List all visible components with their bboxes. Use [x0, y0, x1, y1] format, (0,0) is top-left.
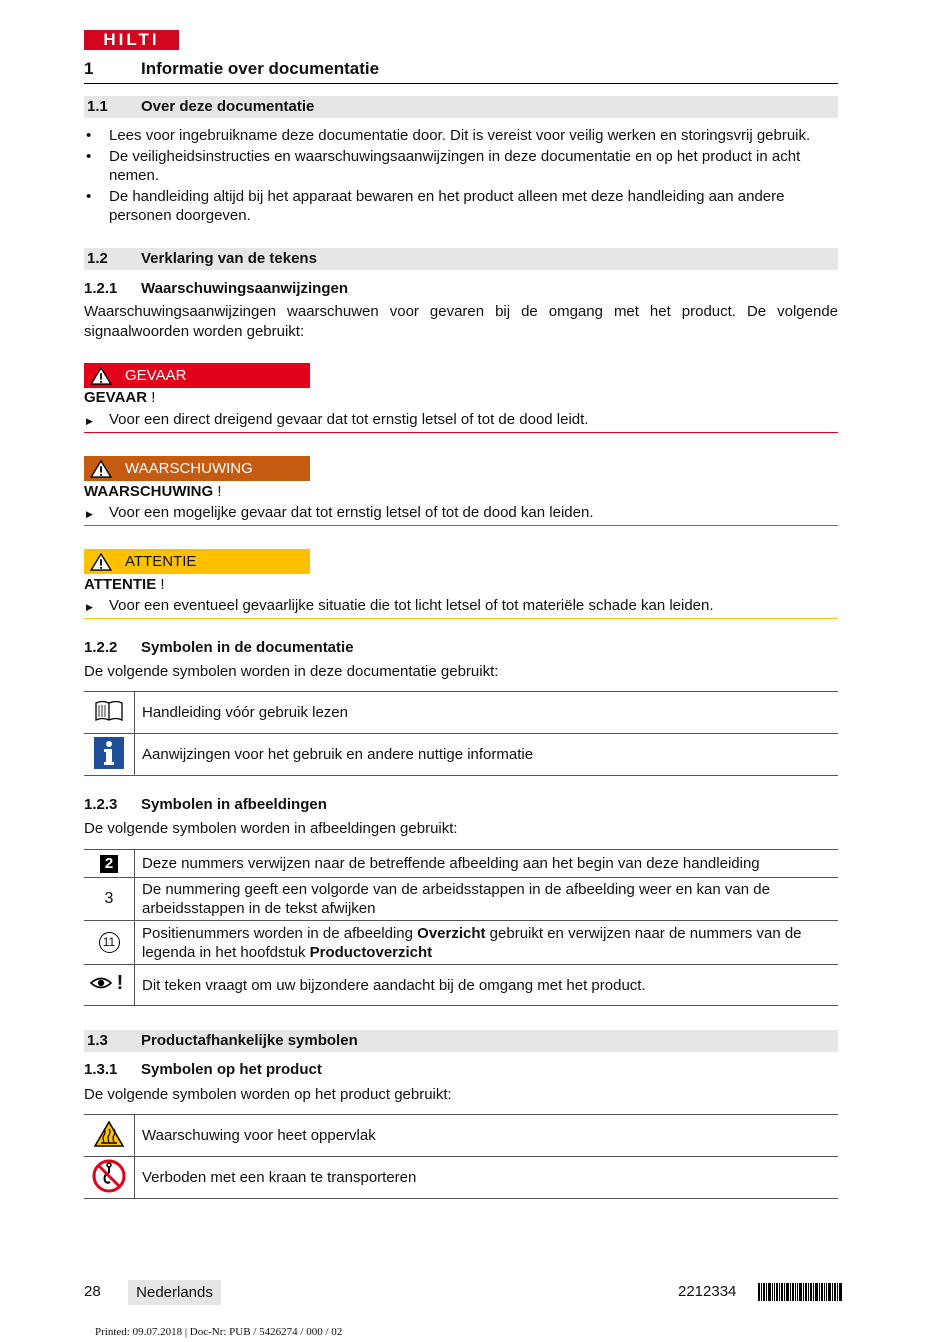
signal-text: Voor een direct dreigend gevaar dat tot ernstig letsel of tot de dood leidt.: [109, 411, 589, 428]
info-icon: [84, 734, 135, 776]
section-number: 1.3: [87, 1032, 108, 1049]
symbol-description: Waarschuwing voor heet oppervlak: [135, 1115, 839, 1157]
intro-paragraph: De volgende symbolen worden in afbeeldingen gebruikt:: [84, 820, 458, 837]
signal-label-waarschuwing: [84, 456, 310, 481]
subsection-title: Symbolen in de documentatie: [141, 639, 354, 656]
signal-label-text: WAARSCHUWING: [125, 460, 253, 477]
chapter-heading: [84, 59, 838, 84]
subsection-number: 1.2.1: [84, 280, 118, 297]
signal-label-gevaar: [84, 363, 310, 388]
intro-paragraph: De volgende symbolen worden op het product gebruikt:: [84, 1086, 452, 1103]
table-row: [84, 692, 838, 734]
signal-instruction: [84, 597, 838, 619]
signal-word: GEVAAR !: [84, 389, 156, 406]
list-item-text: De handleiding altijd bij het apparaat bewaren en het product alleen met deze handleiding aan andere personen doorgeven.: [109, 187, 785, 224]
warning-triangle-icon: [89, 553, 113, 571]
section-number: 1.1: [87, 98, 108, 115]
hilti-logo: HILTI: [84, 30, 179, 50]
bullet-icon: •: [86, 147, 92, 165]
subsection-heading-1-2-3: [84, 796, 838, 816]
subsection-title: Symbolen op het product: [141, 1061, 322, 1078]
signal-label-attentie: [84, 549, 310, 574]
symbol-description: Aanwijzingen voor het gebruik en andere nuttige informatie: [135, 734, 839, 776]
chapter-number: 1: [84, 59, 94, 78]
list-item-text: De veiligheidsinstructies en waarschuwingsaanwijzingen in deze documentatie en op het product in acht nemen.: [109, 147, 801, 184]
section-title: Productafhankelijke symbolen: [141, 1032, 358, 1049]
arrow-icon: ▶: [86, 416, 93, 426]
list-item: [84, 147, 838, 186]
signal-label-text: ATTENTIE: [125, 553, 197, 570]
page-number: 28: [84, 1283, 101, 1300]
eye-attention-icon: !: [84, 965, 135, 1006]
list-item: [84, 187, 838, 226]
subsection-heading-1-3-1: [84, 1061, 838, 1081]
table-row: [84, 734, 838, 776]
intro-paragraph: De volgende symbolen worden in deze documentatie gebruikt:: [84, 663, 499, 680]
subsection-title: Waarschuwingsaanwijzingen: [141, 280, 348, 297]
no-crane-transport-icon: [84, 1157, 135, 1199]
divider: [84, 432, 838, 433]
subsection-number: 1.2.3: [84, 796, 118, 813]
table-row: [84, 1115, 838, 1157]
section-heading-1-2: [84, 248, 838, 270]
symbol-description: Handleiding vóór gebruik lezen: [135, 692, 839, 734]
signal-instruction: [84, 504, 838, 526]
chapter-title: Informatie over documentatie: [141, 59, 380, 78]
table-row: [84, 921, 838, 965]
section-title: Verklaring van de tekens: [141, 250, 317, 267]
warning-triangle-icon: [89, 367, 113, 385]
hot-surface-warning-icon: [84, 1115, 135, 1157]
list-item-text: Lees voor ingebruikname deze documentatie door. Dit is vereist voor veilig werken en storingsvrij gebruik.: [109, 127, 811, 144]
print-info: Printed: 09.07.2018 | Doc-Nr: PUB / 5426274 / 000 / 02: [95, 1326, 343, 1338]
divider: [84, 618, 838, 619]
signal-word: ATTENTIE !: [84, 576, 165, 593]
table-row: [84, 850, 838, 878]
table-row: [84, 1157, 838, 1199]
subsection-heading-1-2-2: [84, 639, 838, 659]
subsection-title: Symbolen in afbeeldingen: [141, 796, 327, 813]
signal-text: Voor een mogelijke gevaar dat tot ernstig letsel of tot de dood kan leiden.: [109, 504, 594, 521]
signal-label-text: GEVAAR: [125, 367, 187, 384]
symbol-description: Verboden met een kraan te transporteren: [135, 1157, 839, 1199]
arrow-icon: ▶: [86, 509, 93, 519]
arrow-icon: ▶: [86, 602, 93, 612]
divider: [84, 525, 838, 526]
symbol-description: De nummering geeft een volgorde van de arbeidsstappen in de afbeelding weer en kan van de arbeidsstappen in de tekst afwijken: [135, 878, 839, 921]
position-number-icon: 11: [84, 921, 135, 965]
signal-instruction: [84, 411, 838, 433]
intro-paragraph: Waarschuwingsaanwijzingen waarschuwen voor gevaren bij de omgang met het product. De volgende signaalwoorden worden gebruikt:: [84, 303, 838, 340]
list-item: [84, 126, 838, 146]
symbol-table-figures: [84, 849, 838, 1006]
bullet-icon: •: [86, 127, 92, 144]
section-title: Over deze documentatie: [141, 98, 315, 115]
language-label: Nederlands: [128, 1280, 221, 1305]
table-row: [84, 965, 838, 1006]
signal-word: WAARSCHUWING !: [84, 483, 222, 500]
symbol-table-documentation: [84, 691, 838, 776]
section-heading-1-3: [84, 1030, 838, 1052]
table-row: [84, 878, 838, 921]
step-number-icon: 3: [84, 878, 135, 921]
book-icon: [84, 692, 135, 734]
subsection-number: 1.2.2: [84, 639, 118, 656]
bullet-list: [84, 126, 838, 227]
symbol-table-product: [84, 1114, 838, 1199]
barcode-icon: [758, 1283, 842, 1301]
section-number: 1.2: [87, 250, 108, 267]
symbol-description: Dit teken vraagt om uw bijzondere aandacht bij de omgang met het product.: [135, 965, 839, 1006]
subsection-number: 1.3.1: [84, 1061, 118, 1078]
figure-number-icon: 2: [84, 850, 135, 878]
symbol-description: Deze nummers verwijzen naar de betreffende afbeelding aan het begin van deze handleiding: [135, 850, 839, 878]
signal-text: Voor een eventueel gevaarlijke situatie die tot licht letsel of tot materiële schade kan leiden.: [109, 597, 714, 614]
document-code: 2212334: [678, 1283, 737, 1300]
section-heading-1-1: [84, 96, 838, 118]
symbol-description: Positienummers worden in de afbeelding Overzicht gebruikt en verwijzen naar de nummers van de legenda in het hoofdstuk Productoverzicht: [135, 921, 839, 965]
subsection-heading-1-2-1: [84, 280, 838, 300]
warning-triangle-icon: [89, 460, 113, 478]
bullet-icon: •: [86, 187, 92, 205]
